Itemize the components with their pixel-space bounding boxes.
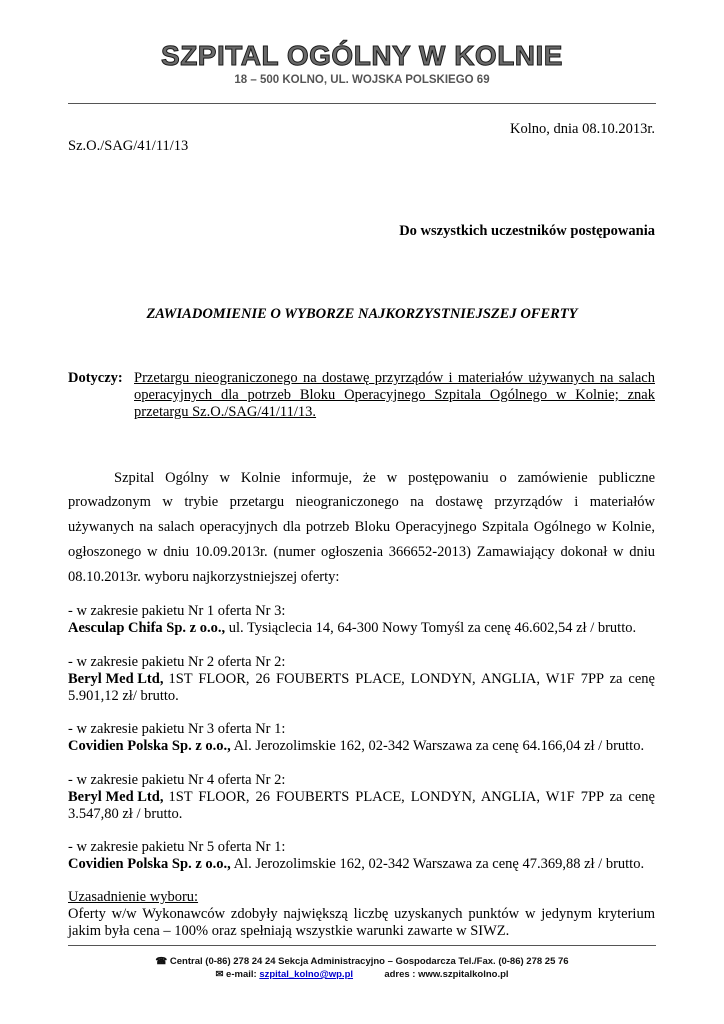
intro-line: 08.10.2013r. wyboru najkorzystniejszej oferty:	[68, 569, 340, 585]
email-link[interactable]: szpital_kolno@wp.pl	[259, 969, 354, 980]
offer-details: 1ST FLOOR, 26 FOUBERTS PLACE, LONDYN, ANGLIA, W1F 7PP za cenę	[168, 789, 655, 805]
subject-line: Przetargu nieograniczonego na dostawę przyrządów i materiałów używanych na salach	[134, 370, 655, 386]
company-name: Aesculap Chifa Sp. z o.o.,	[68, 620, 226, 636]
website-label: adres :	[384, 969, 416, 980]
package-heading: - w zakresie pakietu Nr 3 oferta Nr 1:	[68, 721, 286, 737]
package-offer	[68, 620, 636, 637]
package-offer	[68, 671, 655, 688]
hospital-name: SZPITAL OGÓLNY W KOLNIE	[161, 40, 563, 71]
footer-phone-line	[0, 956, 724, 967]
package-offer	[68, 789, 655, 806]
package-offer	[68, 738, 644, 755]
package-heading: - w zakresie pakietu Nr 2 oferta Nr 2:	[68, 654, 286, 670]
letter-date: Kolno, dnia 08.10.2013r.	[510, 121, 655, 137]
subject-line: operacyjnych dla potrzeb Bloku Operacyjnego Szpitala Ogólnego w Kolnie; znak	[134, 387, 655, 403]
justification-heading: Uzasadnienie wyboru:	[68, 889, 199, 905]
package-heading: - w zakresie pakietu Nr 4 oferta Nr 2:	[68, 772, 286, 788]
offer-price: 5.901,12 zł/ brutto.	[68, 688, 179, 704]
subject-line: przetargu Sz.O./SAG/41/11/13.	[134, 404, 317, 420]
reference-number: Sz.O./SAG/41/11/13	[68, 138, 189, 154]
intro-line: ogłoszonego w dniu 10.09.2013r. (numer ogłoszenia 366652-2013) Zamawiający dokonał w dniu	[68, 544, 655, 560]
package-offer	[68, 856, 644, 873]
document-heading: ZAWIADOMIENIE O WYBORZE NAJKORZYSTNIEJSZEJ OFERTY	[146, 306, 578, 322]
package-heading: - w zakresie pakietu Nr 1 oferta Nr 3:	[68, 603, 286, 619]
company-name: Covidien Polska Sp. z o.o.,	[68, 856, 231, 872]
company-name: Beryl Med Ltd,	[68, 789, 164, 805]
company-name: Beryl Med Ltd,	[68, 671, 164, 687]
phone-numbers: Central (0-86) 278 24 24 Sekcja Administracyjno – Gospodarcza Tel./Fax. (0-86) 278 25 76	[169, 956, 569, 967]
offer-details: ul. Tysiąclecia 14, 64-300 Nowy Tomyśl za cenę 46.602,54 zł / brutto.	[228, 620, 637, 636]
offer-details: Al. Jerozolimskie 162, 02-342 Warszawa za cenę 64.166,04 zł / brutto.	[233, 738, 645, 754]
company-name: Covidien Polska Sp. z o.o.,	[68, 738, 231, 754]
footer-contact-line	[0, 969, 724, 980]
hospital-address: 18 – 500 KOLNO, UL. WOJSKA POLSKIEGO 69	[234, 74, 490, 86]
website-link[interactable]: www.szpitalkolno.pl	[418, 969, 509, 980]
subject-label: Dotyczy:	[68, 370, 123, 386]
email-label: e-mail:	[226, 969, 257, 980]
offer-price: 3.547,80 zł / brutto.	[68, 806, 183, 822]
footer-divider	[68, 945, 656, 946]
offer-details: 1ST FLOOR, 26 FOUBERTS PLACE, LONDYN, ANGLIA, W1F 7PP za cenę	[168, 671, 655, 687]
intro-line: prowadzonym w trybie przetargu nieograniczonego na dostawę przyrządów i materiałów	[68, 494, 655, 510]
phone-icon: ☎	[155, 956, 168, 967]
header-divider	[68, 103, 656, 104]
package-heading: - w zakresie pakietu Nr 5 oferta Nr 1:	[68, 839, 286, 855]
mail-icon: ✉	[215, 969, 224, 980]
intro-line: używanych na salach operacyjnych dla potrzeb Bloku Operacyjnego Szpitala Ogólnego w Kolnie,	[68, 519, 655, 535]
intro-line: Szpital Ogólny w Kolnie informuje, że w postępowaniu o zamówienie publiczne	[114, 470, 655, 486]
addressee: Do wszystkich uczestników postępowania	[399, 223, 655, 239]
justification-line: Oferty w/w Wykonawców zdobyły największą liczbę uzyskanych punktów w jedynym kryterium	[68, 906, 655, 922]
justification-line: jakim była cena – 100% oraz spełniają wszystkie warunki zawarte w SIWZ.	[68, 923, 510, 939]
offer-details: Al. Jerozolimskie 162, 02-342 Warszawa za cenę 47.369,88 zł / brutto.	[233, 856, 645, 872]
